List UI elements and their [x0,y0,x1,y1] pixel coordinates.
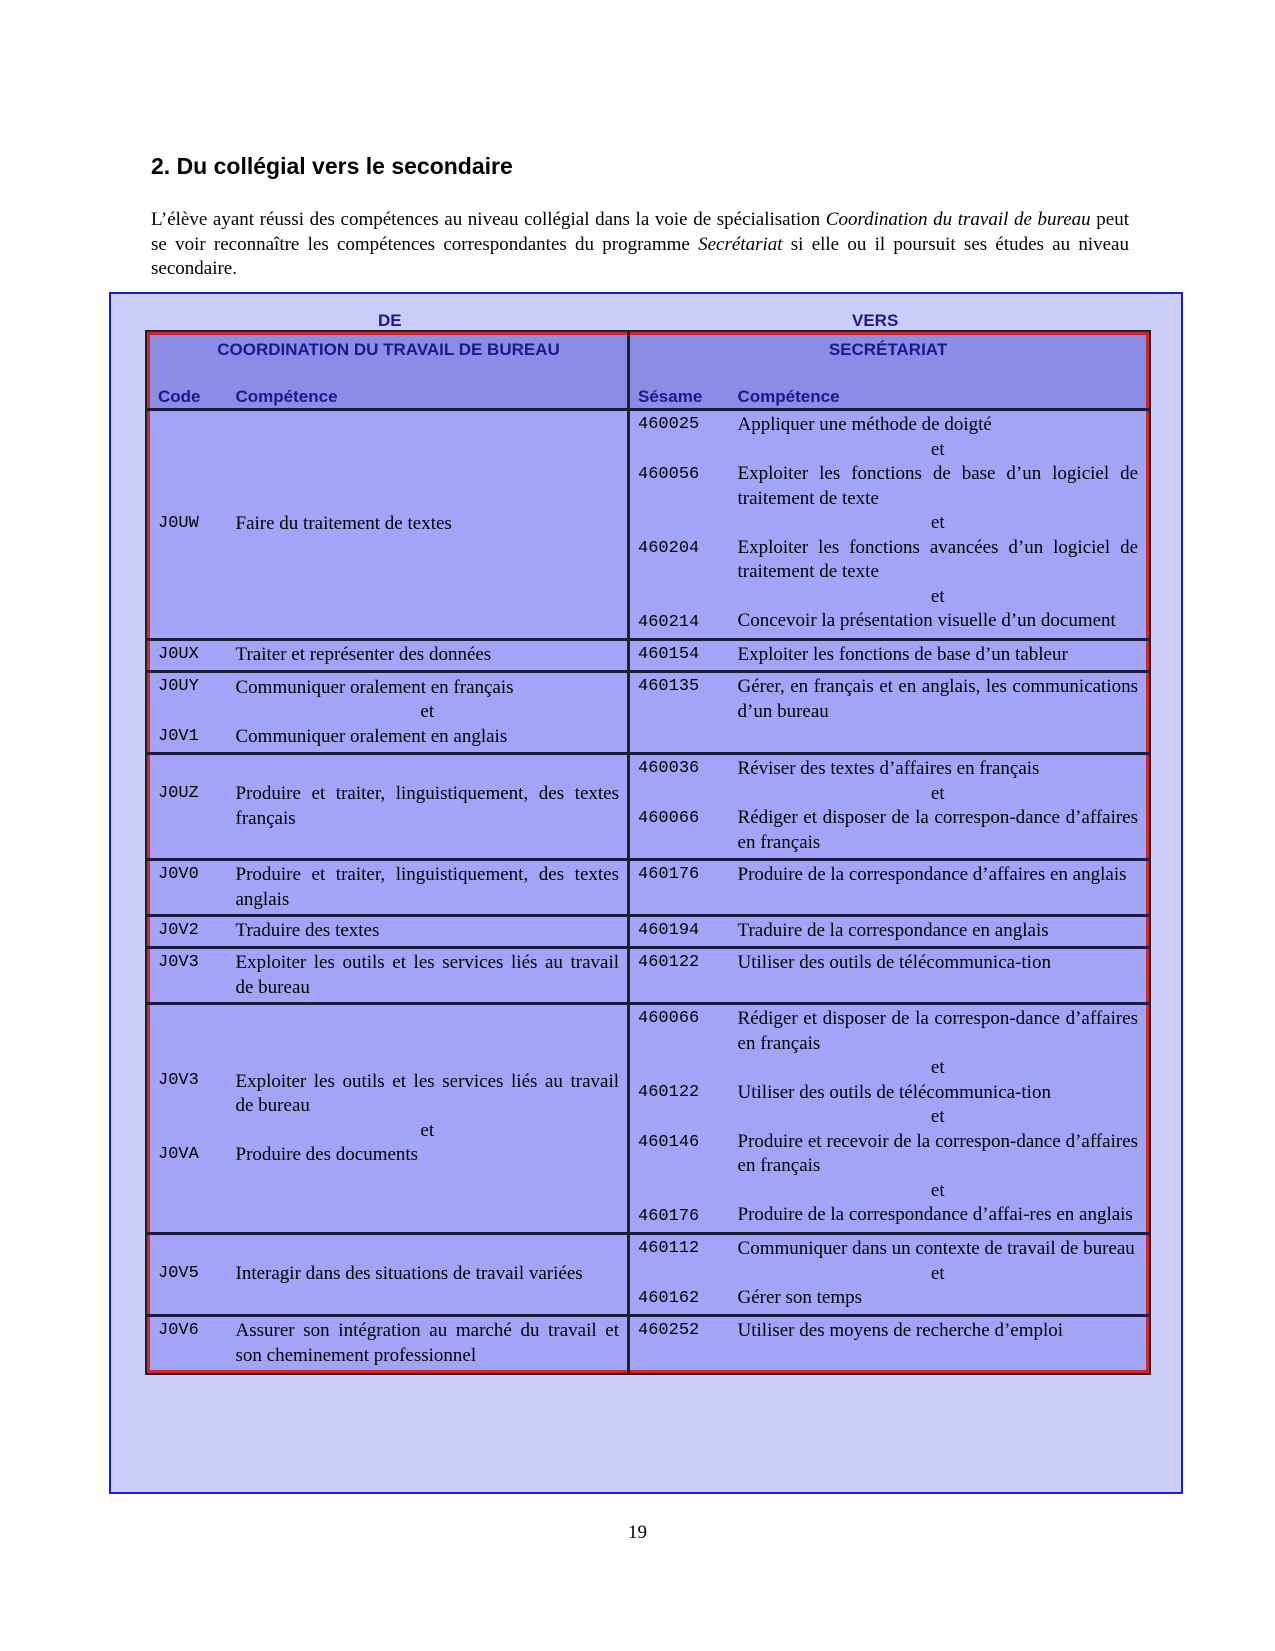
table-row [149,410,1148,640]
competence-code [158,700,220,725]
direction-to-label: VERS [852,311,899,330]
left-competence-cell [228,672,629,754]
competence-text: Interagir dans des situations de travail variées [235,1263,583,1285]
sesame-code: 460135 [638,677,700,696]
header-code: Code [149,384,228,410]
left-code-cell [149,640,228,672]
sesame-code: 460214 [638,613,700,632]
sesame-code: 460122 [638,953,700,972]
competence-code: J0UW [158,514,199,533]
competence-text: Gérer son temps [737,1287,863,1308]
competence-code: J0UX [158,645,199,664]
competence-code: J0V3 [158,1071,199,1090]
competence-code: J0V6 [158,1321,199,1340]
left-competence-cell [228,948,629,1004]
sesame-code: 460176 [638,865,700,884]
sesame-code-cell [629,916,730,948]
sesame-code: 460122 [638,1083,700,1102]
competence-text: Produire de la correspondance d’affaires en anglais [737,864,1127,885]
left-code-cell [149,410,228,640]
competence-text: Faire du traitement de textes [235,513,452,535]
left-code-cell [149,860,228,916]
left-competence-cell [228,410,629,640]
left-code-cell [149,754,228,860]
competence-text: Communiquer dans un contexte de travail de bureau [737,1238,1135,1259]
competence-text: Produire et traiter, linguistiquement, des textes français [235,783,620,829]
connector-et: et [930,1179,945,1201]
sesame-code-cell [629,1234,730,1316]
sesame-code: 460162 [638,1289,700,1308]
competence-code: J0V2 [158,921,199,940]
sesame-code: 460025 [638,415,700,434]
left-competence-cell [228,754,629,860]
left-competence-cell [228,916,629,948]
right-program-title: SECRÉTARIAT [629,334,1148,385]
sesame-code [638,1262,722,1287]
table-row [149,640,1148,672]
sesame-code [638,782,722,807]
competence-text: Gérer, en français et en anglais, les communications d’un bureau [737,676,1139,722]
left-competence-cell [228,1004,629,1234]
left-competence-cell [228,640,629,672]
sesame-code: 460066 [638,809,700,828]
table-row [149,1234,1148,1316]
competence-text: Appliquer une méthode de doigté [737,414,992,435]
connector-et: et [930,782,945,804]
right-competence-cell [730,672,1148,754]
competence-text: Produire et traiter, linguistiquement, des textes anglais [235,864,620,910]
right-competence-cell [730,410,1148,640]
competence-text: Utiliser des outils de télécommunica-tion [737,952,1051,973]
competence-text: Produire et recevoir de la correspon-dance d’affaires en français [737,1130,1139,1176]
intro-program-to: Secrétariat [698,233,783,255]
sesame-code: 460204 [638,539,700,558]
left-code-cell [149,948,228,1004]
sesame-code-cell [629,1004,730,1234]
sesame-code: 460252 [638,1321,700,1340]
right-competence-cell [730,948,1148,1004]
table-row [149,916,1148,948]
sesame-code-cell [629,754,730,860]
competence-text: Assurer son intégration au marché du travail et son cheminement professionnel [235,1320,620,1366]
left-competence-cell [228,860,629,916]
right-competence-cell [730,1004,1148,1234]
left-competence-cell [228,1234,629,1316]
right-competence-cell [730,1234,1148,1316]
table-row [149,754,1148,860]
sesame-code-cell [629,860,730,916]
header-competence-right: Compétence [730,384,1148,410]
competence-text: Communiquer oralement en français [235,676,514,698]
competence-text: Exploiter les outils et les services liés au travail de bureau [235,952,620,998]
left-code-cell [149,1004,228,1234]
connector-et: et [930,438,945,460]
competence-text: Réviser des textes d’affaires en français [737,758,1040,779]
table-row [149,1316,1148,1372]
intro-program-from: Coordination du travail de bureau [825,209,1091,230]
sesame-code [638,512,722,537]
connector-et: et [930,1057,945,1078]
sesame-code: 460194 [638,921,700,940]
connector-et: et [420,701,435,723]
competence-text: Traduire de la correspondance en anglais [737,920,1049,941]
sesame-code [638,1106,722,1131]
connector-et: et [930,1262,945,1284]
right-competence-cell [730,1316,1148,1372]
sesame-code [638,438,722,463]
right-competence-cell [730,754,1148,860]
competence-text: Produire des documents [235,1144,419,1165]
connector-et: et [420,1119,435,1141]
left-program-title: COORDINATION DU TRAVAIL DE BUREAU [149,334,629,385]
competence-text: Utiliser des moyens de recherche d’emploi [737,1320,1064,1341]
sesame-code [638,586,722,611]
left-competence-cell [228,1316,629,1372]
competence-text: Produire de la correspondance d’affai-res en anglais [737,1204,1133,1225]
direction-from-label: DE [378,311,402,330]
page-number: 19 [628,1522,647,1543]
sesame-code: 460146 [638,1133,700,1152]
connector-et: et [930,1106,945,1127]
competence-code: J0V3 [158,953,199,972]
sesame-code: 460154 [638,645,700,664]
competence-text: Traduire des textes [235,920,380,942]
right-competence-cell [730,860,1148,916]
left-code-cell [149,672,228,754]
competence-text: Exploiter les fonctions de base d’un logiciel de traitement de texte [737,463,1139,509]
right-competence-cell [730,640,1148,672]
sesame-code: 460056 [638,465,700,484]
section-heading: 2. Du collégial vers le secondaire [151,153,513,179]
competence-code: J0UY [158,677,199,696]
sesame-code [638,1180,722,1205]
table-row [149,948,1148,1004]
left-code-cell [149,1234,228,1316]
sesame-code: 460176 [638,1207,700,1226]
intro-text-3: si elle ou il poursuit ses études au niveau secondaire. [151,233,1129,279]
table-row [149,672,1148,754]
sesame-code [638,1056,722,1081]
header-competence-left: Compétence [228,384,629,410]
competence-text: Concevoir la présentation visuelle d’un document [737,610,1116,631]
header-sesame: Sésame [629,384,730,410]
sesame-code-cell [629,410,730,640]
competence-text: Communiquer oralement en anglais [235,725,508,747]
competence-code [158,1118,220,1143]
sesame-code-cell [629,1316,730,1372]
table-row [149,1004,1148,1234]
competence-text: Traiter et représenter des données [235,644,492,666]
sesame-code: 460066 [638,1009,700,1028]
competence-text: Exploiter les fonctions avancées d’un logiciel de traitement de texte [737,536,1139,582]
competence-text: Utiliser des outils de télécommunica-tion [737,1081,1051,1103]
connector-et: et [930,585,945,607]
competence-code: J0VA [158,1145,199,1164]
competence-code: J0V0 [158,865,199,884]
competence-text: Exploiter les outils et les services liés au travail de bureau [235,1070,620,1116]
competence-text: Rédiger et disposer de la correspon-dance d’affaires en français [737,1008,1139,1054]
competence-code: J0V1 [158,727,199,746]
competence-code: J0V5 [158,1264,199,1283]
competence-text: Exploiter les fonctions de base d’un tableur [737,644,1068,665]
competence-text: Rédiger et disposer de la correspon-dance d’affaires en français [737,807,1139,853]
sesame-code-cell [629,948,730,1004]
competence-correspondence-table [147,332,1149,1373]
table-row [149,860,1148,916]
competence-code: J0UZ [158,784,199,803]
intro-paragraph [151,208,1129,282]
intro-text-1: L’élève ayant réussi des compétences au niveau collégial dans la voie de spécialisation [151,209,826,230]
sesame-code: 460112 [638,1239,700,1258]
connector-et: et [930,512,945,533]
left-code-cell [149,1316,228,1372]
intro-text-2: peut se voir reconnaître les compétences correspondantes du programme [151,209,1129,255]
sesame-code-cell [629,640,730,672]
sesame-code-cell [629,672,730,754]
right-competence-cell [730,916,1148,948]
left-code-cell [149,916,228,948]
sesame-code: 460036 [638,759,700,778]
